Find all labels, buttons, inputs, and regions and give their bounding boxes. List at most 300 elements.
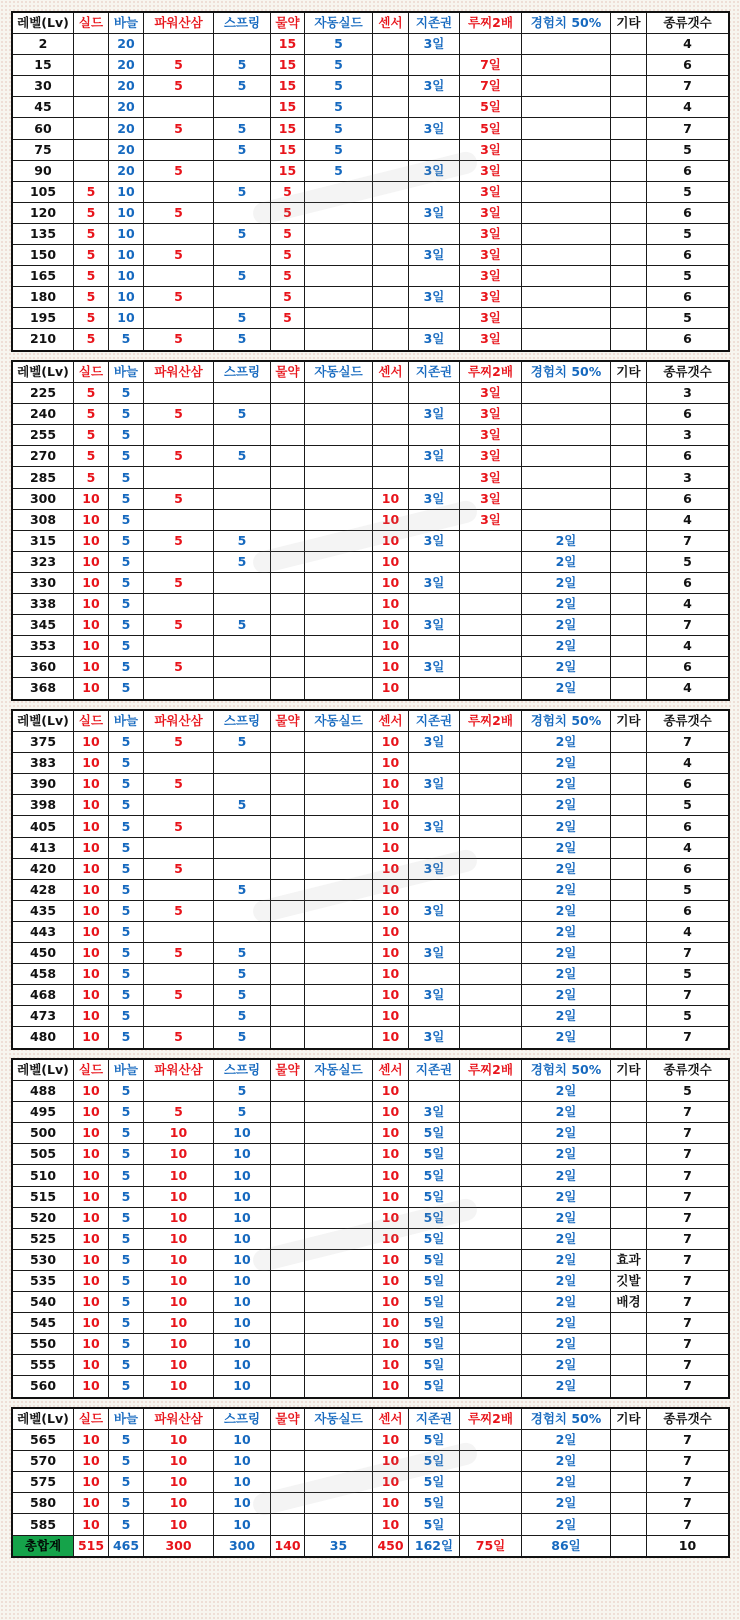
cell-spring: 5 [214, 964, 271, 985]
cell-level: 135 [13, 223, 74, 244]
cell-supreme-ticket: 3일 [409, 34, 460, 55]
cell-exp-50: 2일 [522, 1165, 611, 1186]
cell-exp-50 [522, 329, 611, 350]
cell-level: 323 [13, 551, 74, 572]
cell-potion [271, 900, 305, 921]
cell-potion [271, 964, 305, 985]
cell-lucci-2x [460, 530, 522, 551]
cell-etc [611, 837, 647, 858]
cell-power-ginseng: 5 [144, 615, 214, 636]
cell-lucci-2x: 3일 [460, 245, 522, 266]
cell-exp-50: 2일 [522, 943, 611, 964]
cell-etc [611, 1334, 647, 1355]
cell-power-ginseng [144, 879, 214, 900]
cell-etc [611, 245, 647, 266]
header-shield: 실드 [74, 1060, 109, 1081]
cell-lucci-2x [460, 837, 522, 858]
cell-power-ginseng [144, 509, 214, 530]
cell-needle: 20 [109, 139, 144, 160]
cell-needle: 10 [109, 223, 144, 244]
cell-exp-50 [522, 160, 611, 181]
cell-spring [214, 488, 271, 509]
cell-lucci-2x [460, 1027, 522, 1048]
cell-power-ginseng: 10 [144, 1313, 214, 1334]
total-spring: 300 [214, 1535, 271, 1556]
cell-exp-50: 2일 [522, 1355, 611, 1376]
cell-etc [611, 383, 647, 404]
cell-supreme-ticket: 3일 [409, 732, 460, 753]
cell-exp-50 [522, 404, 611, 425]
cell-spring: 10 [214, 1123, 271, 1144]
cell-needle: 5 [109, 943, 144, 964]
cell-potion [271, 551, 305, 572]
cell-power-ginseng: 10 [144, 1292, 214, 1313]
cell-spring [214, 245, 271, 266]
header-item-count: 종류갯수 [647, 362, 729, 383]
cell-potion [271, 879, 305, 900]
cell-potion [271, 1472, 305, 1493]
cell-potion: 5 [271, 202, 305, 223]
cell-sensor: 10 [373, 774, 409, 795]
cell-lucci-2x [460, 594, 522, 615]
cell-shield: 10 [74, 1472, 109, 1493]
cell-sensor: 10 [373, 1102, 409, 1123]
cell-lucci-2x [460, 1430, 522, 1451]
cell-shield: 10 [74, 530, 109, 551]
header-potion: 물약 [271, 13, 305, 34]
cell-lucci-2x [460, 1472, 522, 1493]
cell-supreme-ticket [409, 678, 460, 699]
cell-potion [271, 1270, 305, 1291]
header-spring: 스프링 [214, 1409, 271, 1430]
cell-auto-shield [305, 678, 373, 699]
cell-shield: 10 [74, 921, 109, 942]
level-table-block-5 [12, 1408, 729, 1557]
header-supreme-ticket: 지존권 [409, 711, 460, 732]
cell-needle: 20 [109, 55, 144, 76]
header-auto-shield: 자동실드 [305, 711, 373, 732]
cell-lucci-2x [460, 551, 522, 572]
cell-needle: 5 [109, 1355, 144, 1376]
header-shield: 실드 [74, 711, 109, 732]
cell-sensor [373, 446, 409, 467]
cell-level: 575 [13, 1472, 74, 1493]
cell-power-ginseng [144, 308, 214, 329]
table-row [13, 816, 729, 837]
cell-sensor [373, 34, 409, 55]
cell-auto-shield: 5 [305, 139, 373, 160]
cell-shield: 10 [74, 816, 109, 837]
table-row [13, 1081, 729, 1102]
cell-spring: 10 [214, 1472, 271, 1493]
cell-potion [271, 1292, 305, 1313]
cell-needle: 5 [109, 1081, 144, 1102]
header-supreme-ticket: 지존권 [409, 1060, 460, 1081]
cell-sensor: 10 [373, 615, 409, 636]
header-lucci-2x: 루찌2배 [460, 1060, 522, 1081]
cell-item-count: 7 [647, 1228, 729, 1249]
cell-shield: 5 [74, 181, 109, 202]
cell-level: 120 [13, 202, 74, 223]
cell-power-ginseng: 10 [144, 1270, 214, 1291]
cell-lucci-2x [460, 1514, 522, 1535]
header-item-count: 종류갯수 [647, 711, 729, 732]
cell-auto-shield [305, 1228, 373, 1249]
cell-item-count: 6 [647, 160, 729, 181]
cell-supreme-ticket: 3일 [409, 329, 460, 350]
cell-auto-shield [305, 921, 373, 942]
table-row [13, 1027, 729, 1048]
cell-spring [214, 160, 271, 181]
cell-spring [214, 753, 271, 774]
cell-lucci-2x: 3일 [460, 509, 522, 530]
cell-sensor: 10 [373, 1081, 409, 1102]
cell-item-count: 7 [647, 1249, 729, 1270]
cell-level: 75 [13, 139, 74, 160]
total-label: 총합계 [13, 1535, 74, 1556]
cell-sensor: 10 [373, 1493, 409, 1514]
cell-exp-50: 2일 [522, 1102, 611, 1123]
cell-item-count: 7 [647, 1514, 729, 1535]
cell-shield [74, 97, 109, 118]
cell-exp-50: 2일 [522, 732, 611, 753]
cell-spring [214, 837, 271, 858]
header-power-ginseng: 파워산삼 [144, 13, 214, 34]
cell-sensor: 10 [373, 1514, 409, 1535]
cell-potion [271, 921, 305, 942]
cell-supreme-ticket: 5일 [409, 1228, 460, 1249]
cell-supreme-ticket: 5일 [409, 1313, 460, 1334]
cell-lucci-2x [460, 858, 522, 879]
header-supreme-ticket: 지존권 [409, 1409, 460, 1430]
table-row [13, 795, 729, 816]
cell-exp-50: 2일 [522, 1472, 611, 1493]
cell-spring: 10 [214, 1270, 271, 1291]
cell-etc [611, 572, 647, 593]
cell-supreme-ticket: 3일 [409, 900, 460, 921]
cell-level: 560 [13, 1376, 74, 1397]
cell-shield: 10 [74, 1207, 109, 1228]
cell-item-count: 7 [647, 615, 729, 636]
total-potion: 140 [271, 1535, 305, 1556]
cell-power-ginseng: 5 [144, 572, 214, 593]
header-spring: 스프링 [214, 711, 271, 732]
table-row [13, 76, 729, 97]
header-supreme-ticket: 지존권 [409, 13, 460, 34]
cell-lucci-2x [460, 1081, 522, 1102]
cell-potion [271, 446, 305, 467]
cell-power-ginseng [144, 964, 214, 985]
cell-auto-shield [305, 636, 373, 657]
cell-shield: 10 [74, 572, 109, 593]
cell-supreme-ticket [409, 266, 460, 287]
table-row [13, 900, 729, 921]
cell-level: 338 [13, 594, 74, 615]
table-row [13, 266, 729, 287]
cell-auto-shield [305, 509, 373, 530]
cell-power-ginseng [144, 678, 214, 699]
cell-potion [271, 425, 305, 446]
cell-item-count: 7 [647, 530, 729, 551]
cell-auto-shield [305, 202, 373, 223]
cell-exp-50: 2일 [522, 1207, 611, 1228]
cell-lucci-2x [460, 1228, 522, 1249]
cell-supreme-ticket: 3일 [409, 615, 460, 636]
cell-sensor: 10 [373, 1355, 409, 1376]
cell-sensor [373, 383, 409, 404]
table-row [13, 1228, 729, 1249]
cell-etc [611, 223, 647, 244]
cell-lucci-2x [460, 1249, 522, 1270]
cell-needle: 5 [109, 1006, 144, 1027]
cell-spring: 5 [214, 308, 271, 329]
cell-potion: 15 [271, 160, 305, 181]
table-row [13, 1313, 729, 1334]
cell-exp-50: 2일 [522, 1292, 611, 1313]
cell-item-count: 7 [647, 1144, 729, 1165]
cell-level: 488 [13, 1081, 74, 1102]
cell-power-ginseng: 5 [144, 657, 214, 678]
cell-auto-shield: 5 [305, 55, 373, 76]
table-row [13, 118, 729, 139]
cell-sensor: 10 [373, 879, 409, 900]
cell-auto-shield [305, 1355, 373, 1376]
table-row [13, 1430, 729, 1451]
level-table-block-3 [12, 710, 729, 1049]
cell-exp-50 [522, 34, 611, 55]
cell-item-count: 7 [647, 1472, 729, 1493]
cell-sensor [373, 97, 409, 118]
cell-shield: 10 [74, 900, 109, 921]
cell-auto-shield [305, 425, 373, 446]
table-row [13, 1376, 729, 1397]
header-row [13, 13, 729, 34]
cell-needle: 5 [109, 921, 144, 942]
cell-power-ginseng: 10 [144, 1249, 214, 1270]
cell-level: 315 [13, 530, 74, 551]
cell-level: 420 [13, 858, 74, 879]
table-row [13, 732, 729, 753]
cell-item-count: 4 [647, 636, 729, 657]
cell-etc [611, 1355, 647, 1376]
cell-lucci-2x [460, 657, 522, 678]
cell-potion [271, 678, 305, 699]
header-potion: 물약 [271, 711, 305, 732]
cell-lucci-2x: 7일 [460, 55, 522, 76]
cell-item-count: 7 [647, 1165, 729, 1186]
cell-etc [611, 1006, 647, 1027]
cell-potion [271, 657, 305, 678]
level-table-block-4 [12, 1059, 729, 1398]
cell-needle: 5 [109, 1144, 144, 1165]
cell-sensor: 10 [373, 1249, 409, 1270]
cell-power-ginseng [144, 753, 214, 774]
cell-needle: 5 [109, 572, 144, 593]
cell-lucci-2x: 3일 [460, 308, 522, 329]
cell-needle: 5 [109, 732, 144, 753]
table-row [13, 837, 729, 858]
cell-spring: 5 [214, 223, 271, 244]
cell-sensor [373, 287, 409, 308]
cell-level: 580 [13, 1493, 74, 1514]
cell-lucci-2x [460, 753, 522, 774]
cell-shield: 10 [74, 1006, 109, 1027]
table-row [13, 509, 729, 530]
cell-supreme-ticket [409, 509, 460, 530]
cell-sensor: 10 [373, 732, 409, 753]
cell-auto-shield [305, 1430, 373, 1451]
cell-sensor: 10 [373, 1228, 409, 1249]
cell-shield: 10 [74, 657, 109, 678]
cell-shield: 10 [74, 1451, 109, 1472]
cell-item-count: 6 [647, 488, 729, 509]
cell-spring [214, 34, 271, 55]
cell-supreme-ticket: 5일 [409, 1186, 460, 1207]
cell-auto-shield [305, 467, 373, 488]
cell-supreme-ticket [409, 837, 460, 858]
table-row [13, 1334, 729, 1355]
cell-spring: 5 [214, 118, 271, 139]
cell-needle: 5 [109, 329, 144, 350]
cell-exp-50: 2일 [522, 551, 611, 572]
cell-etc: 효과 [611, 1249, 647, 1270]
cell-lucci-2x [460, 1451, 522, 1472]
cell-auto-shield [305, 816, 373, 837]
cell-etc [611, 657, 647, 678]
cell-lucci-2x [460, 943, 522, 964]
cell-spring [214, 816, 271, 837]
cell-lucci-2x [460, 985, 522, 1006]
cell-exp-50 [522, 202, 611, 223]
cell-auto-shield: 5 [305, 34, 373, 55]
cell-shield: 5 [74, 245, 109, 266]
cell-supreme-ticket [409, 795, 460, 816]
total-sensor: 450 [373, 1535, 409, 1556]
cell-shield [74, 118, 109, 139]
cell-item-count: 7 [647, 1270, 729, 1291]
cell-etc [611, 1514, 647, 1535]
cell-etc [611, 1493, 647, 1514]
header-exp-50: 경험치 50% [522, 13, 611, 34]
cell-power-ginseng: 10 [144, 1355, 214, 1376]
cell-etc [611, 636, 647, 657]
cell-lucci-2x: 3일 [460, 181, 522, 202]
cell-supreme-ticket [409, 383, 460, 404]
cell-lucci-2x [460, 1270, 522, 1291]
cell-spring [214, 202, 271, 223]
cell-spring: 10 [214, 1451, 271, 1472]
cell-power-ginseng: 10 [144, 1165, 214, 1186]
cell-auto-shield [305, 488, 373, 509]
cell-power-ginseng: 10 [144, 1514, 214, 1535]
cell-potion [271, 1430, 305, 1451]
total-needle: 465 [109, 1535, 144, 1556]
cell-exp-50: 2일 [522, 1514, 611, 1535]
header-needle: 바늘 [109, 1060, 144, 1081]
cell-lucci-2x: 3일 [460, 446, 522, 467]
cell-potion: 5 [271, 181, 305, 202]
cell-needle: 5 [109, 1430, 144, 1451]
cell-level: 540 [13, 1292, 74, 1313]
cell-spring: 5 [214, 551, 271, 572]
cell-sensor: 10 [373, 1472, 409, 1493]
cell-needle: 5 [109, 509, 144, 530]
cell-sensor: 10 [373, 594, 409, 615]
cell-spring: 10 [214, 1430, 271, 1451]
cell-level: 180 [13, 287, 74, 308]
cell-auto-shield [305, 1292, 373, 1313]
cell-power-ginseng: 10 [144, 1430, 214, 1451]
cell-level: 30 [13, 76, 74, 97]
table-row [13, 383, 729, 404]
cell-exp-50: 2일 [522, 879, 611, 900]
cell-item-count: 5 [647, 1006, 729, 1027]
cell-level: 500 [13, 1123, 74, 1144]
cell-spring: 10 [214, 1292, 271, 1313]
cell-spring: 5 [214, 943, 271, 964]
cell-power-ginseng: 5 [144, 55, 214, 76]
cell-potion [271, 572, 305, 593]
cell-shield: 10 [74, 1165, 109, 1186]
cell-potion: 15 [271, 55, 305, 76]
cell-power-ginseng: 5 [144, 816, 214, 837]
cell-shield: 10 [74, 1081, 109, 1102]
cell-auto-shield [305, 1514, 373, 1535]
cell-sensor: 10 [373, 1270, 409, 1291]
cell-power-ginseng: 5 [144, 404, 214, 425]
cell-power-ginseng: 10 [144, 1144, 214, 1165]
cell-needle: 5 [109, 1313, 144, 1334]
cell-needle: 5 [109, 900, 144, 921]
cell-potion [271, 985, 305, 1006]
cell-potion [271, 1355, 305, 1376]
table-row [13, 551, 729, 572]
cell-power-ginseng: 5 [144, 732, 214, 753]
cell-potion [271, 1165, 305, 1186]
cell-lucci-2x: 3일 [460, 329, 522, 350]
cell-spring: 10 [214, 1376, 271, 1397]
cell-auto-shield [305, 943, 373, 964]
cell-potion [271, 1027, 305, 1048]
table-row [13, 572, 729, 593]
header-auto-shield: 자동실드 [305, 13, 373, 34]
cell-exp-50: 2일 [522, 636, 611, 657]
header-level: 레벨(Lv) [13, 13, 74, 34]
cell-lucci-2x [460, 1165, 522, 1186]
cell-sensor [373, 308, 409, 329]
cell-auto-shield [305, 530, 373, 551]
cell-auto-shield [305, 879, 373, 900]
cell-item-count: 4 [647, 509, 729, 530]
cell-sensor: 10 [373, 1207, 409, 1228]
cell-supreme-ticket: 3일 [409, 287, 460, 308]
header-item-count: 종류갯수 [647, 13, 729, 34]
table-row [13, 425, 729, 446]
cell-power-ginseng: 10 [144, 1186, 214, 1207]
table-row [13, 1144, 729, 1165]
cell-potion [271, 1249, 305, 1270]
cell-exp-50: 2일 [522, 657, 611, 678]
cell-exp-50 [522, 118, 611, 139]
cell-lucci-2x [460, 1313, 522, 1334]
cell-exp-50: 2일 [522, 1228, 611, 1249]
cell-item-count: 7 [647, 1123, 729, 1144]
cell-lucci-2x [460, 879, 522, 900]
header-potion: 물약 [271, 362, 305, 383]
cell-power-ginseng [144, 795, 214, 816]
table-row [13, 1186, 729, 1207]
cell-potion [271, 530, 305, 551]
